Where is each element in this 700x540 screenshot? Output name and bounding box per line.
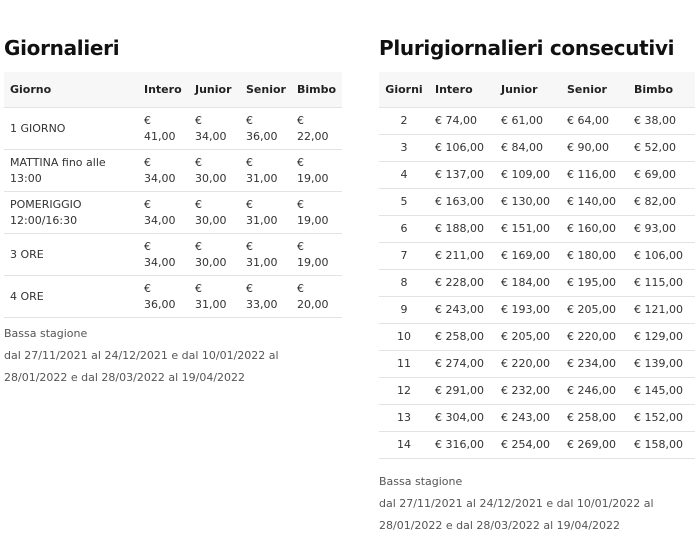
- price-cell: € 188,00: [429, 216, 495, 243]
- price-cell: € 109,00: [495, 162, 561, 189]
- price-cell: € 220,00: [495, 351, 561, 378]
- days-cell: 4: [379, 162, 429, 189]
- col-header: Bimbo: [291, 72, 342, 108]
- price-cell: € 243,00: [495, 405, 561, 432]
- price-cell: € 84,00: [495, 135, 561, 162]
- price-cell: € 69,00: [628, 162, 695, 189]
- season-dates: dal 27/11/2021 al 24/12/2021 e dal 10/01/2022 al 28/01/2022 e dal 28/03/2022 al 19/04/2022: [379, 497, 654, 532]
- price-cell: € 52,00: [628, 135, 695, 162]
- price-cell: € 82,00: [628, 189, 695, 216]
- price-cell: € 274,00: [429, 351, 495, 378]
- price-cell: € 151,00: [495, 216, 561, 243]
- price-cell: € 163,00: [429, 189, 495, 216]
- price-cell: € 115,00: [628, 270, 695, 297]
- price-cell: € 140,00: [561, 189, 628, 216]
- price-cell: € 129,00: [628, 324, 695, 351]
- price-cell: € 193,00: [495, 297, 561, 324]
- days-cell: 8: [379, 270, 429, 297]
- multi-title: Plurigiornalieri consecutivi: [379, 36, 675, 60]
- price-cell: € 205,00: [495, 324, 561, 351]
- price-cell: € 30,00: [189, 150, 240, 192]
- price-cell: € 61,00: [495, 108, 561, 135]
- price-cell: € 34,00: [138, 192, 189, 234]
- daily-rows: [4, 108, 342, 318]
- price-cell: € 36,00: [240, 108, 291, 150]
- days-cell: 14: [379, 432, 429, 459]
- price-cell: € 33,00: [240, 276, 291, 318]
- table-row: [4, 234, 342, 276]
- price-cell: € 304,00: [429, 405, 495, 432]
- col-header: Senior: [240, 72, 291, 108]
- price-cell: € 169,00: [495, 243, 561, 270]
- price-cell: € 93,00: [628, 216, 695, 243]
- col-header: Senior: [561, 72, 628, 108]
- price-cell: € 232,00: [495, 378, 561, 405]
- multi-header-row: [379, 72, 695, 108]
- price-cell: € 258,00: [429, 324, 495, 351]
- ticket-type-cell: 4 ORE: [4, 276, 138, 318]
- price-cell: € 34,00: [189, 108, 240, 150]
- price-cell: € 205,00: [561, 297, 628, 324]
- price-cell: € 211,00: [429, 243, 495, 270]
- days-cell: 7: [379, 243, 429, 270]
- price-cell: € 184,00: [495, 270, 561, 297]
- daily-header-row: [4, 72, 342, 108]
- price-cell: € 19,00: [291, 192, 342, 234]
- price-cell: € 22,00: [291, 108, 342, 150]
- price-cell: € 243,00: [429, 297, 495, 324]
- days-cell: 9: [379, 297, 429, 324]
- table-row: [4, 150, 342, 192]
- col-header: Junior: [495, 72, 561, 108]
- multi-section: [379, 0, 695, 537]
- ticket-type-cell: 3 ORE: [4, 234, 138, 276]
- price-cell: € 116,00: [561, 162, 628, 189]
- price-cell: € 106,00: [429, 135, 495, 162]
- price-cell: € 254,00: [495, 432, 561, 459]
- col-header: Intero: [138, 72, 189, 108]
- daily-title: Giornalieri: [4, 36, 120, 60]
- table-row: [4, 276, 342, 318]
- ticket-type-cell: 1 GIORNO: [4, 108, 138, 150]
- days-cell: 12: [379, 378, 429, 405]
- table-row: [379, 189, 695, 216]
- price-cell: € 36,00: [138, 276, 189, 318]
- table-row: [379, 108, 695, 135]
- price-cell: € 158,00: [628, 432, 695, 459]
- daily-section: [4, 0, 342, 389]
- price-cell: € 31,00: [189, 276, 240, 318]
- price-cell: € 160,00: [561, 216, 628, 243]
- table-row: [379, 297, 695, 324]
- price-cell: € 30,00: [189, 192, 240, 234]
- price-cell: € 90,00: [561, 135, 628, 162]
- price-cell: € 137,00: [429, 162, 495, 189]
- table-row: [379, 135, 695, 162]
- multi-price-table: [379, 72, 695, 459]
- price-cell: € 291,00: [429, 378, 495, 405]
- days-cell: 5: [379, 189, 429, 216]
- table-row: [4, 108, 342, 150]
- table-row: [379, 378, 695, 405]
- price-cell: € 38,00: [628, 108, 695, 135]
- price-cell: € 180,00: [561, 243, 628, 270]
- table-row: [379, 432, 695, 459]
- price-cell: € 220,00: [561, 324, 628, 351]
- season-label: Bassa stagione: [4, 327, 88, 340]
- table-row: [379, 216, 695, 243]
- daily-season-note: [4, 318, 342, 389]
- price-cell: € 121,00: [628, 297, 695, 324]
- season-label: Bassa stagione: [379, 475, 463, 488]
- price-cell: € 195,00: [561, 270, 628, 297]
- price-cell: € 130,00: [495, 189, 561, 216]
- table-row: [4, 192, 342, 234]
- days-cell: 2: [379, 108, 429, 135]
- days-cell: 11: [379, 351, 429, 378]
- table-row: [379, 351, 695, 378]
- price-cell: € 316,00: [429, 432, 495, 459]
- season-dates: dal 27/11/2021 al 24/12/2021 e dal 10/01/2022 al 28/01/2022 e dal 28/03/2022 al 19/04/2022: [4, 349, 279, 384]
- daily-price-table: [4, 72, 342, 318]
- multi-season-note: [379, 459, 695, 537]
- price-cell: € 246,00: [561, 378, 628, 405]
- table-row: [379, 162, 695, 189]
- price-cell: € 31,00: [240, 150, 291, 192]
- price-cell: € 269,00: [561, 432, 628, 459]
- ticket-type-cell: POMERIGGIO 12:00/16:30: [4, 192, 138, 234]
- price-cell: € 31,00: [240, 192, 291, 234]
- price-cell: € 74,00: [429, 108, 495, 135]
- price-cell: € 34,00: [138, 234, 189, 276]
- price-cell: € 41,00: [138, 108, 189, 150]
- days-cell: 10: [379, 324, 429, 351]
- price-cell: € 19,00: [291, 234, 342, 276]
- price-cell: € 258,00: [561, 405, 628, 432]
- days-cell: 6: [379, 216, 429, 243]
- table-row: [379, 324, 695, 351]
- days-cell: 13: [379, 405, 429, 432]
- col-header: Intero: [429, 72, 495, 108]
- table-row: [379, 405, 695, 432]
- days-cell: 3: [379, 135, 429, 162]
- table-row: [379, 270, 695, 297]
- col-header: Giorni: [379, 72, 429, 108]
- price-cell: € 228,00: [429, 270, 495, 297]
- price-cell: € 20,00: [291, 276, 342, 318]
- price-cell: € 64,00: [561, 108, 628, 135]
- multi-rows: [379, 108, 695, 459]
- price-cell: € 152,00: [628, 405, 695, 432]
- table-row: [379, 243, 695, 270]
- price-cell: € 19,00: [291, 150, 342, 192]
- price-cell: € 145,00: [628, 378, 695, 405]
- price-cell: € 106,00: [628, 243, 695, 270]
- price-cell: € 139,00: [628, 351, 695, 378]
- price-cell: € 34,00: [138, 150, 189, 192]
- col-header: Giorno: [4, 72, 138, 108]
- price-cell: € 234,00: [561, 351, 628, 378]
- col-header: Junior: [189, 72, 240, 108]
- price-cell: € 31,00: [240, 234, 291, 276]
- price-cell: € 30,00: [189, 234, 240, 276]
- col-header: Bimbo: [628, 72, 695, 108]
- ticket-type-cell: MATTINA fino alle 13:00: [4, 150, 138, 192]
